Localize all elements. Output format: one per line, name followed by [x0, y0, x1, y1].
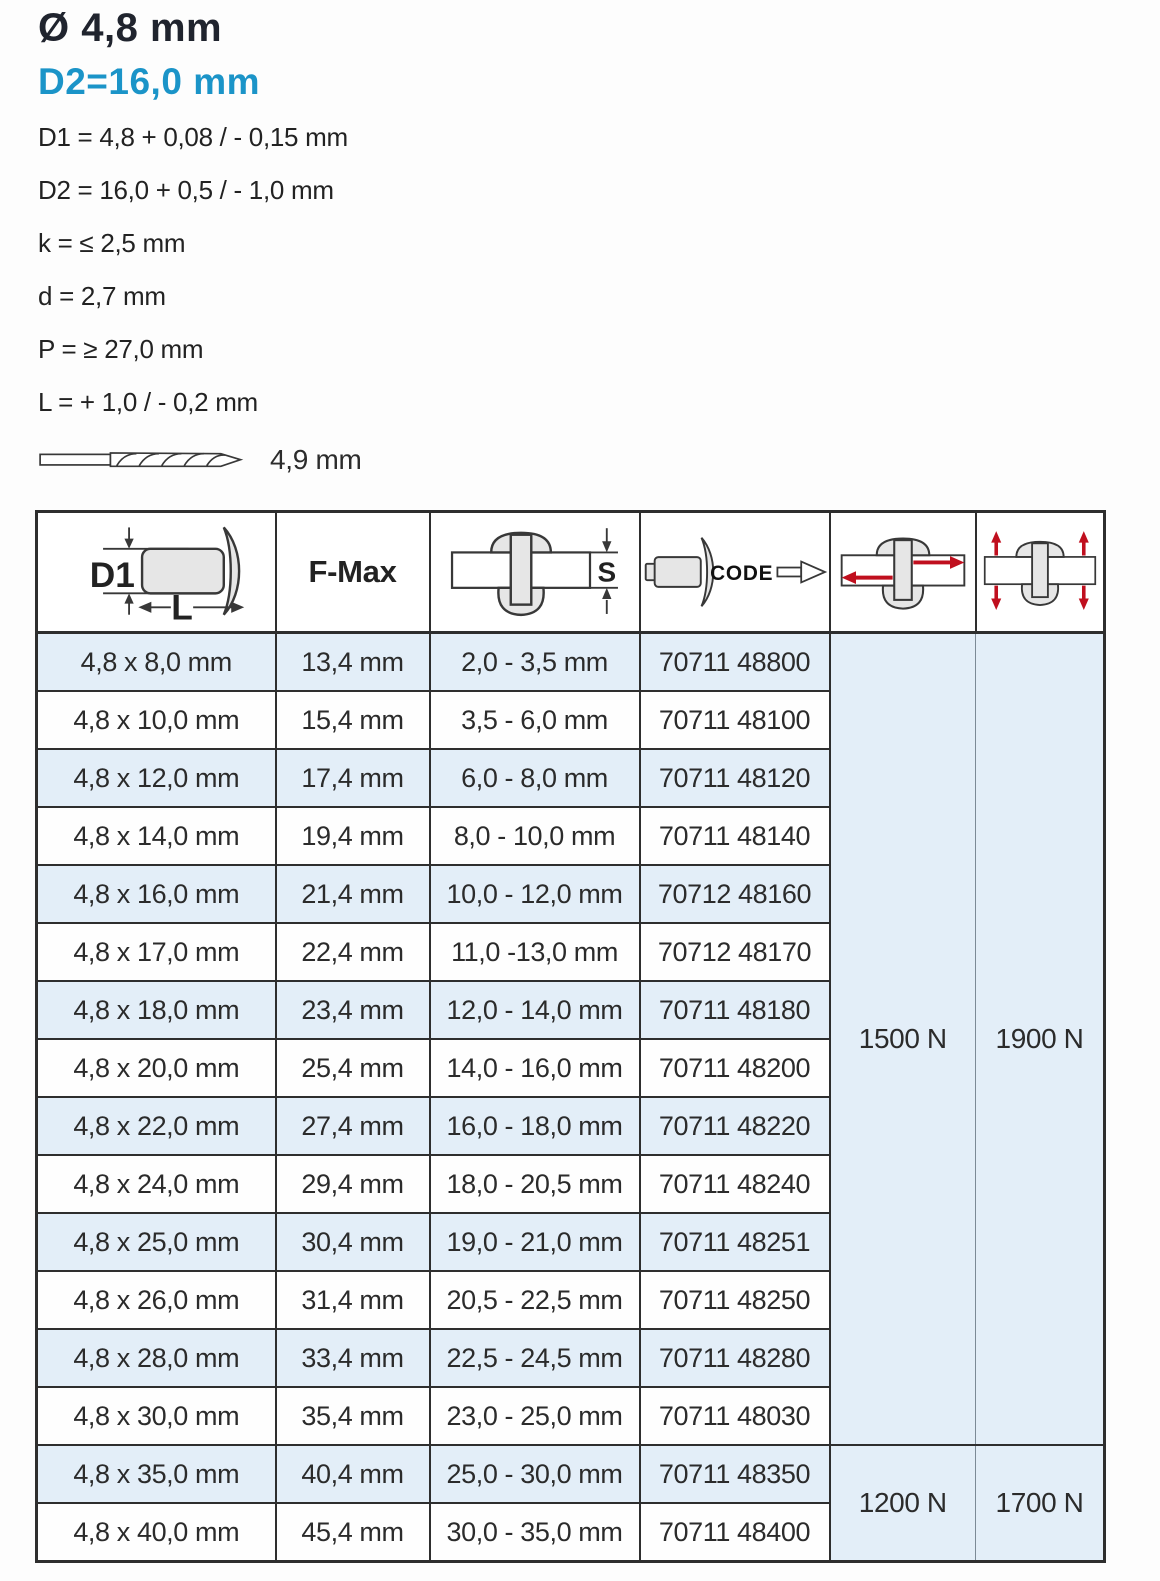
- shear-force-cell: 1200 N: [830, 1445, 976, 1562]
- size-cell: 4,8 x 20,0 mm: [37, 1039, 276, 1097]
- code-cell: 70711 48140: [640, 807, 830, 865]
- fmax-cell: 33,4 mm: [276, 1329, 430, 1387]
- table-row: [37, 1445, 1105, 1503]
- table-header-row: [37, 512, 1105, 633]
- grip-range-icon: [446, 517, 624, 627]
- grip-range-cell: 20,5 - 22,5 mm: [430, 1271, 640, 1329]
- grip-range-cell: 23,0 - 25,0 mm: [430, 1387, 640, 1445]
- fmax-cell: 27,4 mm: [276, 1097, 430, 1155]
- spec-line-l: L = + 1,0 / - 0,2 mm: [38, 387, 258, 417]
- code-rivet-icon: [642, 530, 828, 614]
- code-cell: 70711 48220: [640, 1097, 830, 1155]
- size-cell: 4,8 x 14,0 mm: [37, 807, 276, 865]
- rivet-dimension-diagram-icon: [49, 520, 263, 624]
- fmax-cell: 29,4 mm: [276, 1155, 430, 1213]
- code-cell: 70711 48280: [640, 1329, 830, 1387]
- fmax-cell: 35,4 mm: [276, 1387, 430, 1445]
- grip-range-cell: 19,0 - 21,0 mm: [430, 1213, 640, 1271]
- code-cell: 70712 48160: [640, 865, 830, 923]
- tensile-strength-icon: [979, 522, 1101, 622]
- fmax-cell: 23,4 mm: [276, 981, 430, 1039]
- size-cell: 4,8 x 28,0 mm: [37, 1329, 276, 1387]
- l-label: L: [171, 588, 194, 624]
- fmax-cell: 31,4 mm: [276, 1271, 430, 1329]
- code-cell: 70711 48120: [640, 749, 830, 807]
- code-cell: 70711 48800: [640, 633, 830, 692]
- drill-size-row: [38, 442, 1160, 478]
- size-cell: 4,8 x 40,0 mm: [37, 1503, 276, 1562]
- tensile-force-cell: 1900 N: [976, 633, 1105, 1446]
- fmax-cell: 40,4 mm: [276, 1445, 430, 1503]
- spec-line-d: d = 2,7 mm: [38, 281, 166, 311]
- size-cell: 4,8 x 26,0 mm: [37, 1271, 276, 1329]
- size-cell: 4,8 x 12,0 mm: [37, 749, 276, 807]
- code-cell: 70711 48100: [640, 691, 830, 749]
- grip-range-cell: 25,0 - 30,0 mm: [430, 1445, 640, 1503]
- table-row: [37, 633, 1105, 692]
- drill-diameter: 4,9 mm: [270, 444, 362, 475]
- code-cell: 70712 48170: [640, 923, 830, 981]
- spec-block: [38, 6, 1160, 478]
- table-body: [37, 633, 1105, 1562]
- grip-range-cell: 3,5 - 6,0 mm: [430, 691, 640, 749]
- size-cell: 4,8 x 8,0 mm: [37, 633, 276, 692]
- page-title: Ø 4,8 mm: [38, 6, 223, 50]
- code-cell: 70711 48200: [640, 1039, 830, 1097]
- size-cell: 4,8 x 10,0 mm: [37, 691, 276, 749]
- spec-line-k: k = ≤ 2,5 mm: [38, 228, 186, 258]
- size-cell: 4,8 x 30,0 mm: [37, 1387, 276, 1445]
- grip-range-cell: 18,0 - 20,5 mm: [430, 1155, 640, 1213]
- code-cell: 70711 48030: [640, 1387, 830, 1445]
- code-cell: 70711 48251: [640, 1213, 830, 1271]
- fmax-label: F-Max: [308, 554, 397, 589]
- tensile-force-cell: 1700 N: [976, 1445, 1105, 1562]
- size-cell: 4,8 x 24,0 mm: [37, 1155, 276, 1213]
- drill-bit-icon: [38, 444, 256, 476]
- spec-line-d1: D1 = 4,8 + 0,08 / - 0,15 mm: [38, 122, 348, 152]
- spec-line-d2: D2 = 16,0 + 0,5 / - 1,0 mm: [38, 175, 334, 205]
- rivet-spec-table: [35, 510, 1106, 1563]
- shear-strength-icon: [835, 525, 971, 619]
- size-cell: 4,8 x 35,0 mm: [37, 1445, 276, 1503]
- code-cell: 70711 48180: [640, 981, 830, 1039]
- fmax-cell: 15,4 mm: [276, 691, 430, 749]
- grip-range-cell: 14,0 - 16,0 mm: [430, 1039, 640, 1097]
- fmax-cell: 25,4 mm: [276, 1039, 430, 1097]
- size-cell: 4,8 x 16,0 mm: [37, 865, 276, 923]
- fmax-cell: 19,4 mm: [276, 807, 430, 865]
- code-label: CODE: [709, 562, 773, 586]
- header-shear-strength: [830, 512, 976, 633]
- grip-range-cell: 12,0 - 14,0 mm: [430, 981, 640, 1039]
- grip-range-cell: 8,0 - 10,0 mm: [430, 807, 640, 865]
- fmax-cell: 30,4 mm: [276, 1213, 430, 1271]
- code-cell: 70711 48350: [640, 1445, 830, 1503]
- fmax-cell: 22,4 mm: [276, 923, 430, 981]
- d1-label: D1: [90, 555, 136, 595]
- s-label: S: [596, 556, 616, 588]
- grip-range-cell: 6,0 - 8,0 mm: [430, 749, 640, 807]
- fmax-cell: 45,4 mm: [276, 1503, 430, 1562]
- tolerance-specs: [38, 124, 1160, 415]
- grip-range-cell: 2,0 - 3,5 mm: [430, 633, 640, 692]
- size-cell: 4,8 x 18,0 mm: [37, 981, 276, 1039]
- header-fmax: [276, 512, 430, 633]
- spec-line-p: P = ≥ 27,0 mm: [38, 334, 204, 364]
- fmax-cell: 21,4 mm: [276, 865, 430, 923]
- shear-force-cell: 1500 N: [830, 633, 976, 1446]
- grip-range-cell: 11,0 -13,0 mm: [430, 923, 640, 981]
- code-cell: 70711 48250: [640, 1271, 830, 1329]
- grip-range-cell: 10,0 - 12,0 mm: [430, 865, 640, 923]
- grip-range-cell: 16,0 - 18,0 mm: [430, 1097, 640, 1155]
- page-subtitle: D2=16,0 mm: [38, 61, 260, 102]
- grip-range-cell: 22,5 - 24,5 mm: [430, 1329, 640, 1387]
- header-grip-range: [430, 512, 640, 633]
- size-cell: 4,8 x 22,0 mm: [37, 1097, 276, 1155]
- fmax-cell: 13,4 mm: [276, 633, 430, 692]
- size-cell: 4,8 x 25,0 mm: [37, 1213, 276, 1271]
- grip-range-cell: 30,0 - 35,0 mm: [430, 1503, 640, 1562]
- header-tensile-strength: [976, 512, 1105, 633]
- code-cell: 70711 48400: [640, 1503, 830, 1562]
- fmax-cell: 17,4 mm: [276, 749, 430, 807]
- size-cell: 4,8 x 17,0 mm: [37, 923, 276, 981]
- header-code: [640, 512, 830, 633]
- code-cell: 70711 48240: [640, 1155, 830, 1213]
- header-rivet-dimensions: [37, 512, 276, 633]
